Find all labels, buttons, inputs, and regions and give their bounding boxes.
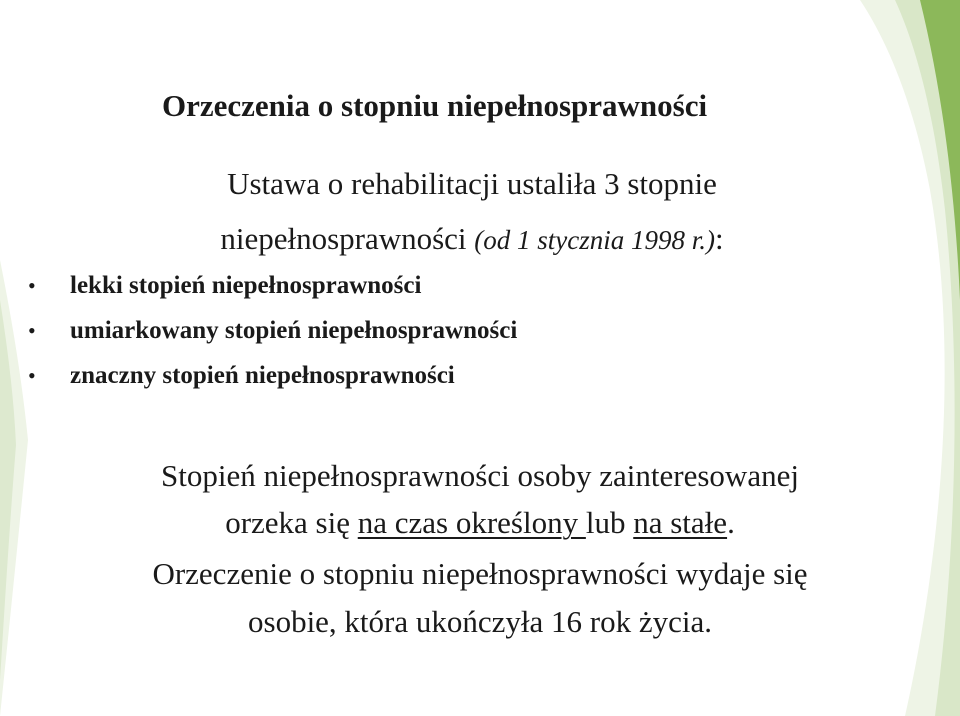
paragraph-line-2	[0, 505, 960, 541]
intro-line-1: Ustawa o rehabilitacji ustaliła 3 stopnie	[227, 166, 717, 201]
intro-line-2	[0, 221, 952, 257]
list-item	[28, 313, 517, 358]
list-item	[28, 358, 517, 403]
paragraph-line-1: Stopień niepełnosprawności osoby zainteresowanej	[161, 458, 799, 493]
disability-degree-list	[28, 268, 517, 403]
paragraph-line-2-start: orzeka się	[225, 505, 358, 540]
slide-title: Orzeczenia o stopniu niepełnosprawności	[162, 88, 708, 123]
intro-line-2-tail: :	[715, 221, 724, 256]
paragraph-line-2-end: .	[727, 505, 735, 540]
list-item	[28, 268, 517, 313]
bullet-icon: •	[28, 318, 36, 343]
paragraph-line-3: Orzeczenie o stopniu niepełnosprawności wydaje się	[152, 556, 808, 591]
list-item-label: umiarkowany stopień niepełnosprawności	[70, 317, 518, 344]
bullet-icon: •	[28, 363, 36, 388]
list-item-label: znaczny stopień niepełnosprawności	[70, 362, 455, 389]
intro-line-2-text: niepełnosprawności	[220, 221, 475, 256]
bullet-icon: •	[28, 273, 36, 298]
intro-date-note: (od 1 stycznia 1998 r.)	[474, 225, 716, 255]
paragraph-line-4: osobie, która ukończyła 16 rok życia.	[248, 604, 712, 639]
permanent-link[interactable]: na stałe	[633, 505, 728, 540]
paragraph-line-2-mid: lub	[585, 505, 634, 540]
list-item-label: lekki stopień niepełnosprawności	[70, 272, 422, 299]
fixed-term-link[interactable]: na czas określony	[357, 505, 586, 540]
